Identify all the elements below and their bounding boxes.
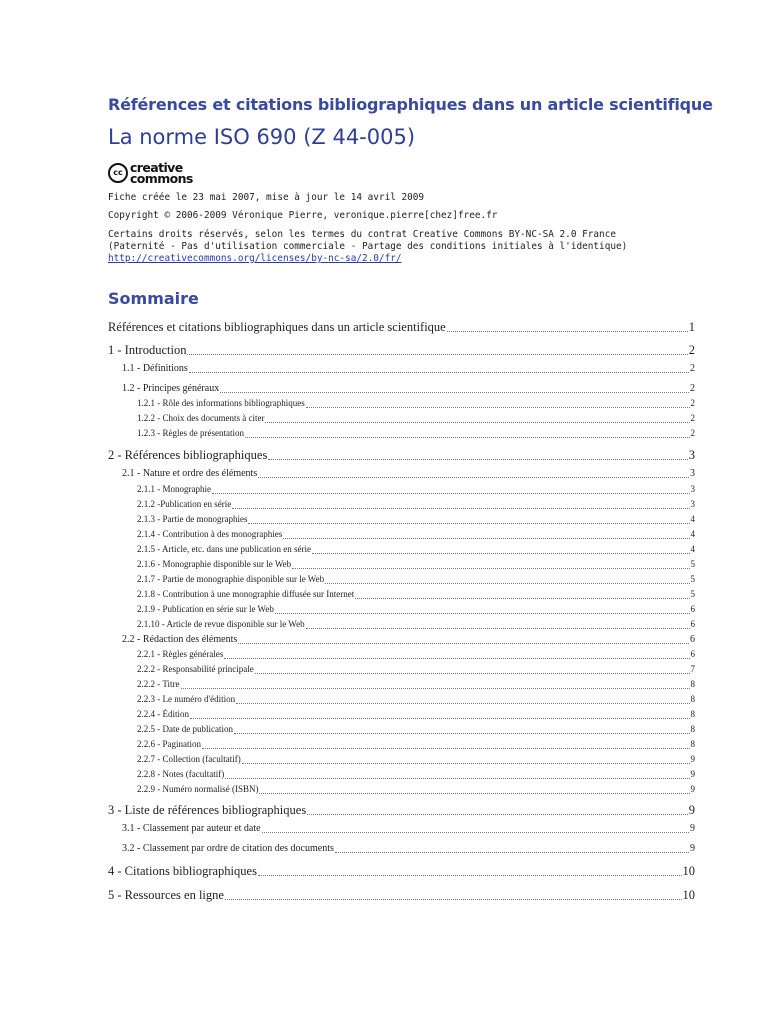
toc-leader-dots	[283, 538, 689, 539]
toc-entry[interactable]	[122, 823, 695, 834]
toc-entry-page: 6	[690, 604, 695, 614]
toc-entry-page: 9	[690, 823, 695, 834]
toc-entry-page: 10	[682, 864, 695, 878]
toc-leader-dots	[306, 407, 690, 408]
toc-entry-label: 1.2 - Principes généraux	[122, 383, 220, 394]
toc-entry-page: 6	[690, 634, 695, 645]
toc-entry-page: 7	[690, 664, 695, 674]
toc-leader-dots	[307, 814, 688, 815]
toc-entry[interactable]	[137, 619, 695, 629]
toc-entry-label: 2.2.8 - Notes (facultatif)	[137, 769, 225, 779]
toc-entry-page: 2	[690, 398, 695, 408]
toc-entry-page: 8	[690, 724, 695, 734]
toc-entry-page: 8	[690, 679, 695, 689]
toc-entry[interactable]	[137, 589, 695, 599]
toc-entry-label: 1.2.2 - Choix des documents à citer	[137, 413, 265, 423]
toc-entry[interactable]	[137, 499, 695, 509]
toc-entry-label: 3.2 - Classement par ordre de citation des documents	[122, 843, 334, 854]
toc-entry[interactable]	[137, 574, 695, 584]
toc-leader-dots	[234, 733, 690, 734]
toc-entry-label: 1.2.3 - Règles de présentation	[137, 428, 244, 438]
toc-leader-dots	[335, 852, 689, 853]
toc-entry-label: 2.1.3 - Partie de monographies	[137, 514, 248, 524]
toc-entry[interactable]	[137, 664, 695, 674]
toc-entry[interactable]	[137, 754, 695, 764]
toc-entry[interactable]	[108, 803, 695, 818]
toc-entry-page: 2	[690, 413, 695, 423]
toc-leader-dots	[268, 459, 687, 460]
toc-entry[interactable]	[122, 843, 695, 854]
toc-entry-page: 3	[690, 468, 695, 479]
toc-entry-page: 10	[682, 888, 695, 902]
toc-entry-label: 2.2.3 - Le numéro d'édition	[137, 694, 236, 704]
toc-entry-page: 9	[690, 843, 695, 854]
toc-leader-dots	[232, 508, 689, 509]
toc-entry[interactable]	[108, 320, 695, 335]
toc-entry-label: 2.2.4 - Édition	[137, 709, 189, 719]
cc-icon: cc	[108, 163, 128, 183]
toc-entry[interactable]	[108, 864, 695, 879]
toc-leader-dots	[224, 658, 689, 659]
toc-leader-dots	[325, 583, 689, 584]
toc-entry[interactable]	[137, 709, 695, 719]
toc-entry-label: 2.1.4 - Contribution à des monographies	[137, 529, 283, 539]
toc-leader-dots	[238, 643, 689, 644]
toc-entry-label: 3 - Liste de références bibliographiques	[108, 803, 307, 817]
toc-entry[interactable]	[122, 468, 695, 479]
toc-entry-label: 2.1.1 - Monographie	[137, 484, 211, 494]
toc-entry-page: 4	[690, 529, 695, 539]
cc-wordmark-line2: commons	[130, 171, 193, 186]
sommaire-heading: Sommaire	[108, 289, 199, 308]
toc-entry[interactable]	[122, 634, 695, 645]
toc-leader-dots	[225, 778, 689, 779]
toc-entry-label: 2.2 - Rédaction des éléments	[122, 634, 238, 645]
toc-entry[interactable]	[108, 448, 695, 463]
toc-entry[interactable]	[122, 383, 695, 394]
toc-entry[interactable]	[137, 484, 695, 494]
toc-entry-label: 2.2.5 - Date de publication	[137, 724, 233, 734]
license-link[interactable]: http://creativecommons.org/licenses/by-nc-sa/2.0/fr/	[108, 253, 402, 264]
creation-date-line: Fiche créée le 23 mai 2007, mise à jour le 14 avril 2009	[108, 192, 425, 203]
toc-entry[interactable]	[108, 888, 695, 903]
toc-entry-page: 9	[690, 769, 695, 779]
toc-entry-page: 6	[690, 649, 695, 659]
toc-entry[interactable]	[137, 529, 695, 539]
toc-leader-dots	[220, 392, 689, 393]
toc-entry-label: 2.1 - Nature et ordre des éléments	[122, 468, 258, 479]
copyright-line: Copyright © 2006-2009 Véronique Pierre, veronique.pierre[chez]free.fr	[108, 210, 498, 221]
toc-entry-label: 2.1.9 - Publication en série sur le Web	[137, 604, 274, 614]
toc-entry-label: 2.2.9 - Numéro normalisé (ISBN)	[137, 784, 259, 794]
toc-leader-dots	[225, 899, 682, 900]
license-line-1: Certains droits réservés, selon les termes du contrat Creative Commons BY-NC-SA 2.0 France	[108, 229, 616, 240]
toc-entry[interactable]	[137, 724, 695, 734]
toc-entry[interactable]	[137, 514, 695, 524]
toc-leader-dots	[312, 553, 690, 554]
toc-entry-label: 2.2.2 - Responsabilité principale	[137, 664, 254, 674]
toc-entry-page: 6	[690, 619, 695, 629]
document-title: La norme ISO 690 (Z 44-005)	[108, 125, 416, 149]
toc-entry[interactable]	[137, 784, 695, 794]
toc-entry-page: 3	[690, 484, 695, 494]
toc-leader-dots	[248, 523, 689, 524]
toc-entry-page: 3	[688, 448, 695, 462]
toc-leader-dots	[202, 748, 690, 749]
toc-leader-dots	[258, 875, 682, 876]
toc-entry-page: 2	[690, 428, 695, 438]
toc-entry[interactable]	[122, 363, 695, 374]
toc-entry-label: 2.1.10 - Article de revue disponible sur le Web	[137, 619, 305, 629]
toc-leader-dots	[447, 331, 688, 332]
toc-entry-page: 5	[690, 559, 695, 569]
toc-entry[interactable]	[137, 428, 695, 438]
toc-entry-label: 2.1.7 - Partie de monographie disponible sur le Web	[137, 574, 325, 584]
toc-entry[interactable]	[137, 769, 695, 779]
toc-leader-dots	[242, 763, 690, 764]
toc-leader-dots	[306, 628, 690, 629]
toc-leader-dots	[255, 673, 690, 674]
toc-entry-page: 9	[690, 784, 695, 794]
toc-entry[interactable]	[137, 544, 695, 554]
toc-leader-dots	[189, 372, 689, 373]
toc-entry-label: 2.2.6 - Pagination	[137, 739, 201, 749]
toc-leader-dots	[258, 477, 689, 478]
toc-entry-page: 3	[690, 499, 695, 509]
license-line-2: (Paternité - Pas d'utilisation commerciale - Partage des conditions initiales à l'identique)	[108, 241, 628, 252]
toc-entry-label: 1.1 - Définitions	[122, 363, 188, 374]
toc-entry-label: 2.1.8 - Contribution à une monographie diffusée sur Internet	[137, 589, 355, 599]
toc-entry-page: 9	[688, 803, 695, 817]
toc-leader-dots	[262, 832, 689, 833]
toc-entry[interactable]	[137, 604, 695, 614]
toc-leader-dots	[187, 354, 687, 355]
toc-entry-page: 4	[690, 514, 695, 524]
toc-entry-page: 4	[690, 544, 695, 554]
toc-entry[interactable]	[137, 649, 695, 659]
toc-entry-label: 3.1 - Classement par auteur et date	[122, 823, 261, 834]
toc-entry-label: 2.2.2 - Titre	[137, 679, 180, 689]
toc-entry-page: 8	[690, 709, 695, 719]
toc-entry-label: 1 - Introduction	[108, 343, 187, 357]
toc-entry-label: 2.2.1 - Règles générales	[137, 649, 224, 659]
toc-entry[interactable]	[137, 398, 695, 408]
toc-leader-dots	[190, 718, 690, 719]
toc-entry-page: 5	[690, 589, 695, 599]
toc-entry-label: 4 - Citations bibliographiques	[108, 864, 257, 878]
toc-entry[interactable]	[137, 559, 695, 569]
toc-leader-dots	[245, 437, 690, 438]
toc-entry[interactable]	[137, 694, 695, 704]
toc-entry-page: 5	[690, 574, 695, 584]
toc-entry-page: 1	[688, 320, 695, 334]
toc-entry[interactable]	[137, 413, 695, 423]
document-subtitle: Références et citations bibliographiques dans un article scientifique	[108, 95, 713, 114]
toc-leader-dots	[292, 568, 689, 569]
toc-entry-label: 5 - Ressources en ligne	[108, 888, 224, 902]
toc-entry-page: 8	[690, 739, 695, 749]
toc-entry[interactable]	[108, 343, 695, 358]
toc-entry-label: 2.1.5 - Article, etc. dans une publication en série	[137, 544, 311, 554]
toc-entry-page: 2	[688, 343, 695, 357]
toc-leader-dots	[212, 493, 690, 494]
cc-wordmark-line1: creative	[130, 160, 183, 175]
toc-leader-dots	[265, 422, 689, 423]
toc-leader-dots	[259, 793, 689, 794]
toc-leader-dots	[275, 613, 690, 614]
toc-entry[interactable]	[137, 739, 695, 749]
toc-entry-label: Références et citations bibliographiques dans un article scientifique	[108, 320, 446, 334]
toc-entry-label: 2.1.2 -Publication en série	[137, 499, 232, 509]
toc-leader-dots	[355, 598, 689, 599]
toc-entry-label: 2.1.6 - Monographie disponible sur le Web	[137, 559, 292, 569]
toc-entry-label: 2.2.7 - Collection (facultatif)	[137, 754, 241, 764]
toc-entry-label: 2 - Références bibliographiques	[108, 448, 268, 462]
toc-entry-page: 9	[690, 754, 695, 764]
toc-entry-page: 2	[690, 363, 695, 374]
toc-entry[interactable]	[137, 679, 695, 689]
toc-entry-page: 2	[690, 383, 695, 394]
toc-entry-label: 1.2.1 - Rôle des informations bibliographiques	[137, 398, 305, 408]
toc-leader-dots	[236, 703, 689, 704]
toc-entry-page: 8	[690, 694, 695, 704]
toc-leader-dots	[181, 688, 690, 689]
